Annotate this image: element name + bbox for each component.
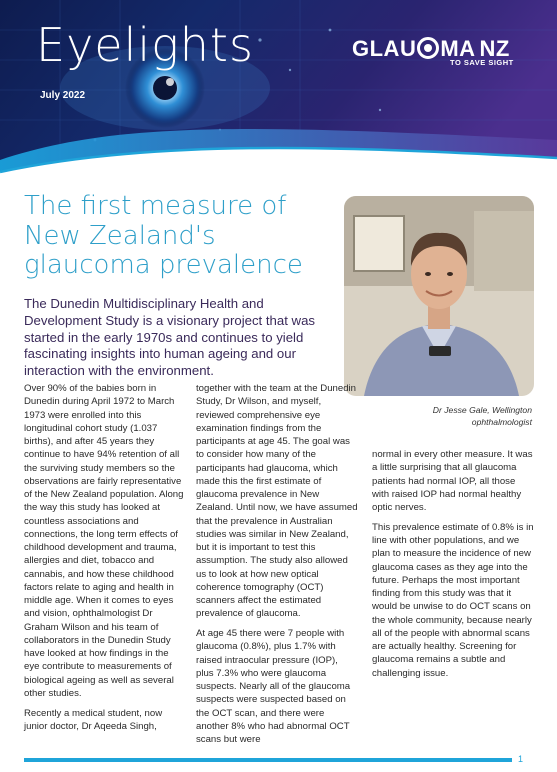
photo-caption: [344, 405, 532, 428]
header-banner: [0, 0, 557, 200]
photo-caption-line1: Dr Jesse Gale, Wellington: [432, 405, 532, 415]
logo-text-left: GLAU: [352, 36, 417, 61]
issue-date: July 2022: [40, 90, 86, 101]
page-number: 1: [518, 754, 524, 764]
paragraph: Recently a medical student, now junior doctor, Dr Aqeeda Singh,: [24, 707, 163, 732]
article-headline: The first measure of New Zealand's glaucoma prevalence: [24, 191, 303, 280]
paragraph: This prevalence estimate of 0.8% is in line with other populations, and we plan to measure the incidence of new glaucoma cases as they age into the future. Perhaps the most important finding from this study was that it would be unwise to do OCT scans on the whole community, because nearly all of the people with abnormal scans are actually healthy. Screening for glaucoma remains a subtle and challenging issue.: [372, 521, 534, 679]
glaucoma-nz-logo[interactable]: [352, 34, 530, 68]
logo-country: NZ: [479, 36, 510, 61]
author-photo: [344, 196, 534, 396]
article-column-3: [372, 448, 534, 686]
paragraph: Over 90% of the babies born in Dunedin during April 1972 to March 1973 were enrolled into this longitudinal cohort study (1.037 births), and after 45 years they continue to have 94% retention of all the surviving study members so the observations are fairly representative of the New Zealand population. Along the way this study has looked at countless associations and connections, the long term effects of childhood development and trauma, allergies and diet, tobacco and cannabis, and how these childhood factors relate to aging and health in middle age. When it comes to eyes and vision, ophthalmologist Dr Graham Wilson and his team of collaborators in the Dunedin Study have looked at how findings in the eye contribute to measurements of biological ageing as well as several other studies.: [24, 383, 184, 699]
logo-tagline: TO SAVE SIGHT: [450, 58, 514, 67]
paragraph: At age 45 there were 7 people with glaucoma (0.8%), plus 1.7% with raised intraocular pressure (IOP), plus 7.3% who were glaucoma suspects. Nearly all of the glaucoma suspects were suspected based on the OCT scan, and there were another 8% who had abnormal OCT scans but were: [196, 628, 351, 745]
article-column-2: [196, 382, 358, 753]
article-standfirst: The Dunedin Multidisciplinary Health and Development Study is a visionary project that was started in the early 1970s and continues to yield fascinating insights into human ageing and our interaction with the environment.: [24, 296, 315, 379]
footer-rule: [24, 758, 512, 762]
paragraph: together with the team at the Dunedin Study, Dr Wilson, and myself, reviewed comprehensive eye examination findings from the participants at age 45. The goal was to consider how many of the participants had glaucoma, which made this the first estimate of glaucoma prevalence in New Zealand. Until now, we have assumed that the prevalence in Australian studies was similar in New Zealand, but it is important to test this assumption. The study also allowed us to look at how new optical coherence tomography (OCT) scanners affect the estimated prevalence of glaucoma.: [196, 383, 358, 620]
photo-caption-line2: ophthalmologist: [471, 416, 532, 427]
masthead-title: Eyelights: [36, 18, 254, 72]
article-column-1: [24, 382, 186, 740]
portrait-illustration: [344, 196, 534, 396]
logo-eye-icon: [417, 37, 439, 59]
paragraph: normal in every other measure. It was a little surprising that all glaucoma patients had normal IOP, all those with raised IOP had normal healthy optic nerves.: [372, 449, 533, 513]
logo-text-right: MA: [440, 36, 476, 61]
